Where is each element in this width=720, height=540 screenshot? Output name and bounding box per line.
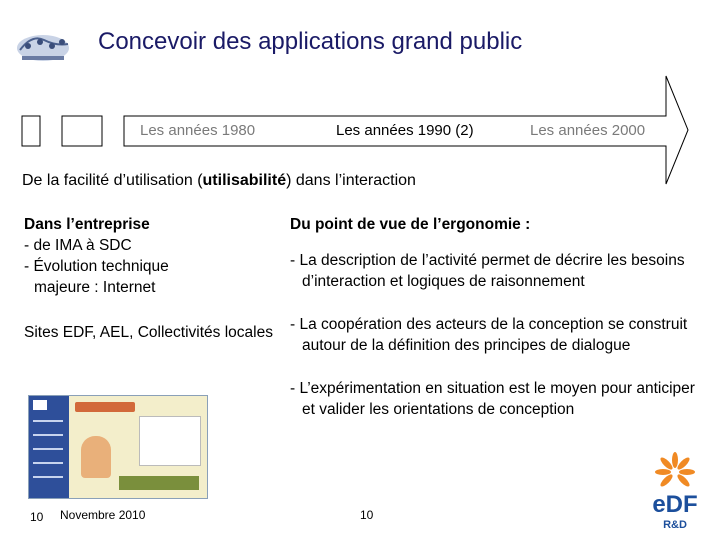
sites-text: Sites EDF, AEL, Collectivités locales bbox=[24, 324, 273, 341]
enterprise-item: - de IMA à SDC bbox=[24, 237, 132, 254]
enterprise-block bbox=[24, 214, 274, 298]
thumb-logo bbox=[33, 400, 47, 410]
footer-slide-number: 10 bbox=[30, 510, 44, 524]
thumb-line bbox=[33, 448, 63, 450]
thumb-person bbox=[81, 436, 111, 478]
svg-text:R&D: R&D bbox=[663, 519, 687, 531]
thumb-line bbox=[33, 434, 63, 436]
subtitle-text-start: De la facilité d’utilisation ( bbox=[22, 172, 203, 189]
ergonomics-bullet: - L’expérimentation en situation est le moyen pour anticiper et valider les orientations de conception bbox=[290, 379, 695, 418]
section-subtitle bbox=[22, 172, 416, 190]
enterprise-item: majeure : Internet bbox=[34, 279, 156, 296]
thumb-line bbox=[33, 420, 63, 422]
conference-logo-icon bbox=[14, 26, 72, 66]
timeline-era-1990: Les années 1990 (2) bbox=[336, 122, 474, 139]
thumb-line bbox=[33, 476, 63, 478]
ergonomics-heading: Du point de vue de l’ergonomie : bbox=[290, 216, 531, 233]
thumb-line bbox=[33, 462, 63, 464]
edf-logo-icon bbox=[640, 452, 710, 532]
ergonomics-block bbox=[290, 214, 700, 442]
enterprise-item: - Évolution technique bbox=[24, 258, 169, 275]
enterprise-heading: Dans l’entreprise bbox=[24, 216, 150, 233]
thumb-panel bbox=[139, 416, 201, 466]
svg-text:eDF: eDF bbox=[652, 491, 698, 518]
subtitle-bold-term: utilisabilité bbox=[202, 172, 287, 189]
thumb-sidebar bbox=[29, 396, 69, 498]
timeline-era-1980: Les années 1980 bbox=[140, 122, 256, 139]
slide-title: Concevoir des applications grand public bbox=[98, 28, 523, 55]
ergonomics-bullet: - La description de l’activité permet de décrire les besoins d’interaction et logiques de raisonnement bbox=[290, 251, 685, 290]
thumb-header bbox=[75, 402, 135, 412]
website-screenshot-image bbox=[28, 395, 208, 499]
ergonomics-bullet: - La coopération des acteurs de la conception se construit autour de la définition des principes de dialogue bbox=[290, 315, 688, 354]
footer-date: Novembre 2010 bbox=[60, 508, 146, 522]
page-number: 10 bbox=[360, 508, 374, 522]
thumb-footer bbox=[119, 476, 199, 490]
timeline-era-2000: Les années 2000 bbox=[530, 122, 646, 139]
subtitle-text-end: ) dans l’interaction bbox=[286, 172, 416, 189]
